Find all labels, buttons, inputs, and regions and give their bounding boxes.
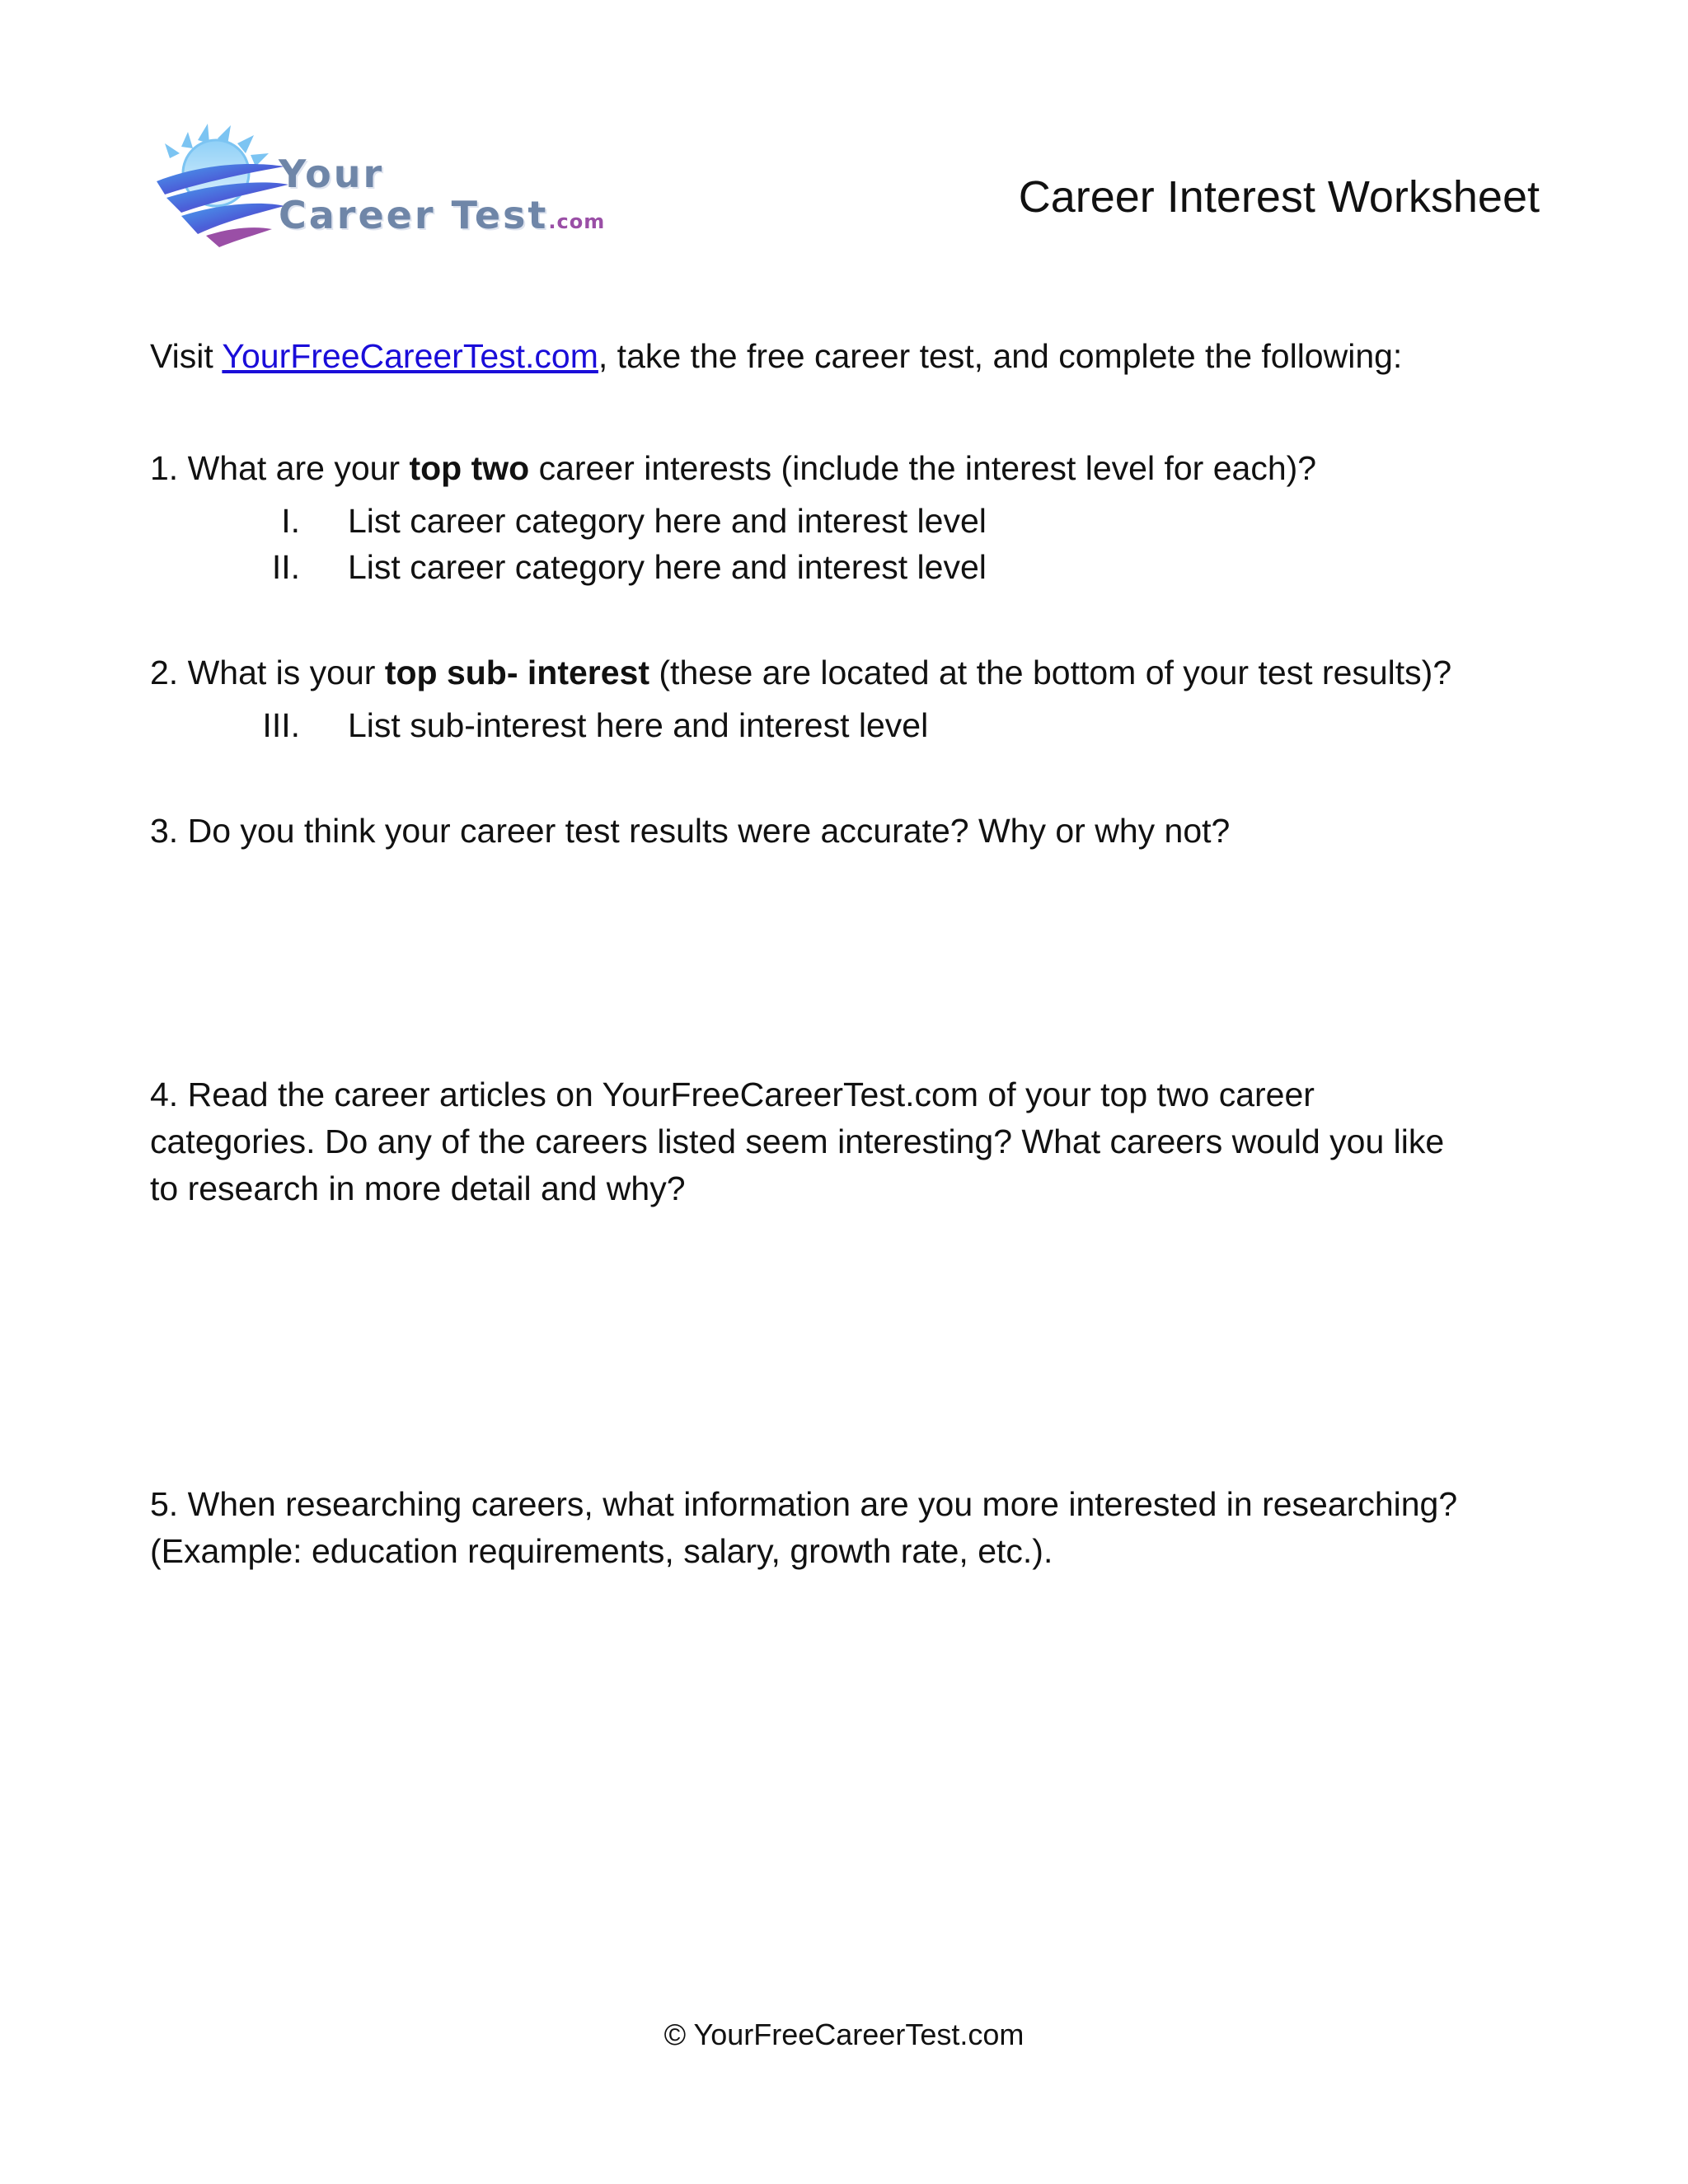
logo-line-your: Your [279,152,385,196]
question-1-bold: top two [409,449,530,487]
question-1-number: 1. [150,449,179,487]
question-2-bold: top sub- interest [384,654,650,691]
question-4-text-1: Read the career articles on YourFreeCareerTest.com of your top two career [178,1076,1315,1113]
question-3 [150,808,1230,855]
question-5-text-1: When researching careers, what information are you more interested in researching? [178,1485,1458,1523]
question-4-line-2: categories. Do any of the careers listed seem interesting? What careers would you like [150,1122,1445,1160]
question-2 [150,649,1451,696]
logo-line-career-test [279,193,606,237]
question-4-line-3: to research in more detail and why? [150,1169,686,1207]
logo-career-test-text: Career Test [279,193,549,237]
intro-line [150,333,1402,380]
question-2-number: 2. [150,654,179,691]
your-career-test-logo [148,115,610,255]
question-3-number: 3. [150,812,179,850]
copyright-footer: © YourFreeCareerTest.com [663,2018,1025,2051]
list-numeral: II. [271,548,300,586]
list-item-text: List sub-interest here and interest level [348,706,929,744]
question-4-line-1 [150,1071,1315,1118]
question-4-number: 4. [150,1076,179,1113]
question-2-post: (these are located at the bottom of your test results)? [649,654,1452,691]
intro-prefix: Visit [150,337,223,375]
logo-wordmark [279,152,606,237]
page-title: Career Interest Worksheet [1018,172,1540,222]
logo-dotcom: .com [548,210,606,233]
list-item-text: List career category here and interest level [348,548,987,586]
question-1 [150,445,1316,492]
question-3-text: Do you think your career test results were accurate? Why or why not? [178,812,1231,850]
question-5-number: 5. [150,1485,179,1523]
intro-suffix: , take the free career test, and complete the following: [598,337,1403,375]
list-numeral: I. [281,502,300,540]
question-1-pre: What are your [178,449,410,487]
question-5-line-1 [150,1481,1457,1528]
list-numeral: III. [262,706,300,744]
career-test-link[interactable]: YourFreeCareerTest.com [222,337,598,375]
question-2-pre: What is your [178,654,385,691]
list-item-text: List career category here and interest level [348,502,987,540]
question-1-post: career interests (include the interest level for each)? [529,449,1317,487]
question-5-line-2: (Example: education requirements, salary, growth rate, etc.). [150,1532,1053,1570]
